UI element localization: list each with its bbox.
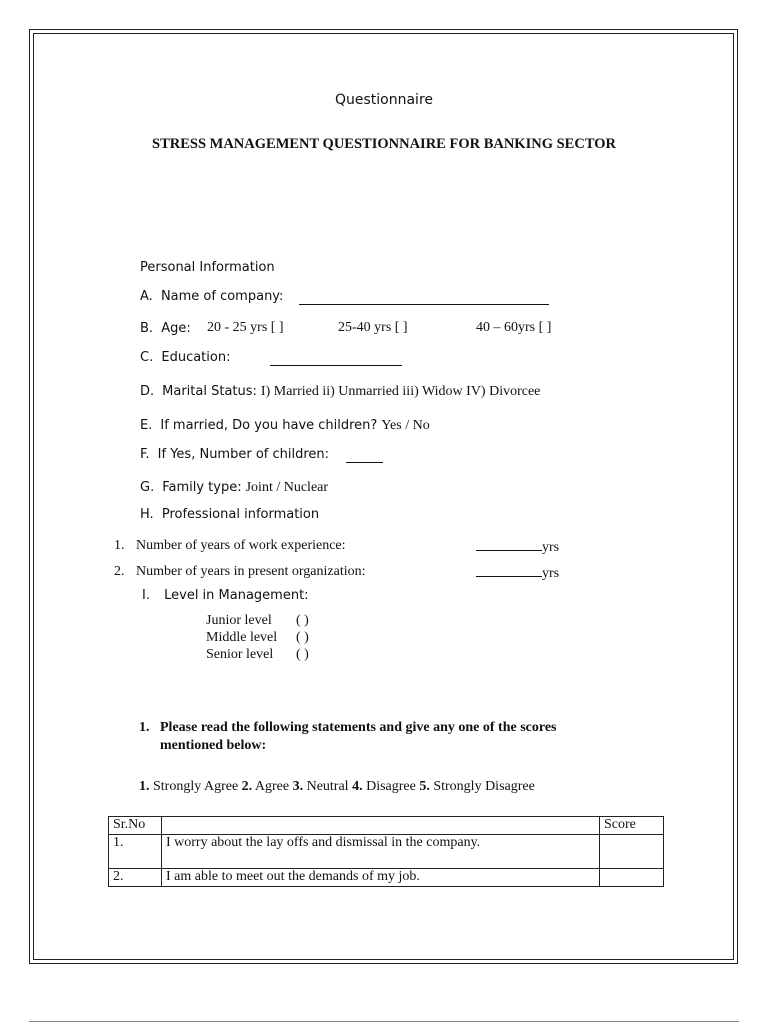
level-senior [206,647,273,663]
item-f [140,447,329,462]
header-srno: Sr.No [109,817,162,835]
management-level-label: Level in Management: [164,588,309,603]
item-b [140,321,191,336]
present-org-unit: yrs [542,566,560,581]
level-junior-checkbox[interactable]: ( ) [296,613,309,628]
item-h-label: Professional information [161,507,320,522]
item-d-letter: D. [140,384,155,399]
score-scale [139,779,535,795]
table-row [109,835,664,869]
header-statement [162,817,600,835]
item-c [140,350,230,365]
work-experience-label: Number of years of work experience: [136,538,346,553]
scale-3-num: 3. [292,779,304,794]
item-f-letter: F. [140,447,150,462]
document-subtitle: STRESS MANAGEMENT QUESTIONNAIRE FOR BANKING SECTOR [152,136,616,152]
questionnaire-table [108,816,664,887]
present-org-answer[interactable] [476,564,559,582]
management-level-letter: I. [142,588,150,603]
work-experience-answer[interactable] [476,538,559,556]
work-experience-item [114,538,346,554]
level-middle [206,630,277,646]
scale-5-num: 5. [419,779,430,794]
work-experience-unit: yrs [542,540,560,555]
row-2-statement: I am able to meet out the demands of my job. [162,869,600,887]
children-options[interactable]: Yes / No [381,418,430,433]
work-experience-field[interactable] [476,538,542,551]
level-junior-label: Junior level [206,613,272,628]
education-field[interactable] [270,353,402,366]
item-c-letter: C. [140,350,154,365]
item-g [140,478,328,496]
children-count-field[interactable] [346,450,383,463]
level-middle-label: Middle level [206,630,278,645]
present-org-label: Number of years in present organization: [136,564,366,579]
age-option-3[interactable]: 40 – 60yrs [ ] [476,320,552,335]
row-1-statement: I worry about the lay offs and dismissal in the company. [162,835,600,869]
personal-info-heading: Personal Information [140,260,275,275]
company-name-field[interactable] [299,292,549,305]
item-f-label: If Yes, Number of children: [157,447,330,462]
item-b-label: Age: [161,321,191,336]
scale-2-num: 2. [241,779,253,794]
item-a-letter: A. [140,289,153,304]
item-g-label: Family type: [162,480,242,495]
document-title: Questionnaire [334,92,434,108]
item-h [140,507,319,522]
item-e-label: If married, Do you have children? [160,418,378,433]
level-junior [206,613,272,629]
present-org-num: 2. [114,564,125,579]
page-bottom-divider [29,1021,739,1022]
item-d-label: Marital Status: [162,384,257,399]
item-a-label: Name of company: [160,289,284,304]
instructions-num: 1. [139,720,150,735]
item-e [140,416,430,434]
level-senior-label: Senior level [206,647,274,662]
table-header-row [109,817,664,835]
age-option-1[interactable]: 20 - 25 yrs [ ] [207,320,284,335]
work-experience-num: 1. [114,538,125,553]
age-option-2[interactable]: 25-40 yrs [ ] [338,320,408,335]
row-2-srno: 2. [109,869,162,887]
row-1-srno: 1. [109,835,162,869]
present-org-field[interactable] [476,564,542,577]
family-type-options[interactable]: Joint / Nuclear [245,480,329,495]
management-level-item [142,588,309,603]
level-senior-checkbox[interactable]: ( ) [296,647,309,662]
row-1-score-cell[interactable] [600,835,664,869]
item-a [140,289,283,304]
scale-5-label: Strongly Disagree [429,779,535,794]
scale-2-label: Agree [252,779,293,794]
item-b-letter: B. [140,321,154,336]
level-middle-checkbox[interactable]: ( ) [296,630,309,645]
scale-1-num: 1. [139,779,150,794]
item-g-letter: G. [140,480,155,495]
item-h-letter: H. [140,507,154,522]
scale-3-label: Neutral [303,779,353,794]
scale-4-num: 4. [352,779,363,794]
item-c-label: Education: [161,350,231,365]
scale-4-label: Disagree [362,779,420,794]
item-d [140,382,540,400]
marital-options[interactable]: I) Married ii) Unmarried iii) Widow IV) Divorcee [260,384,541,399]
header-score: Score [600,817,664,835]
item-e-letter: E. [140,418,153,433]
table-row [109,869,664,887]
present-org-item [114,564,366,580]
instructions-line-2: mentioned below: [160,738,267,753]
scale-1-label: Strongly Agree [149,779,242,794]
row-2-score-cell[interactable] [600,869,664,887]
instructions-line-1: Please read the following statements and give any one of the scores [160,720,557,735]
